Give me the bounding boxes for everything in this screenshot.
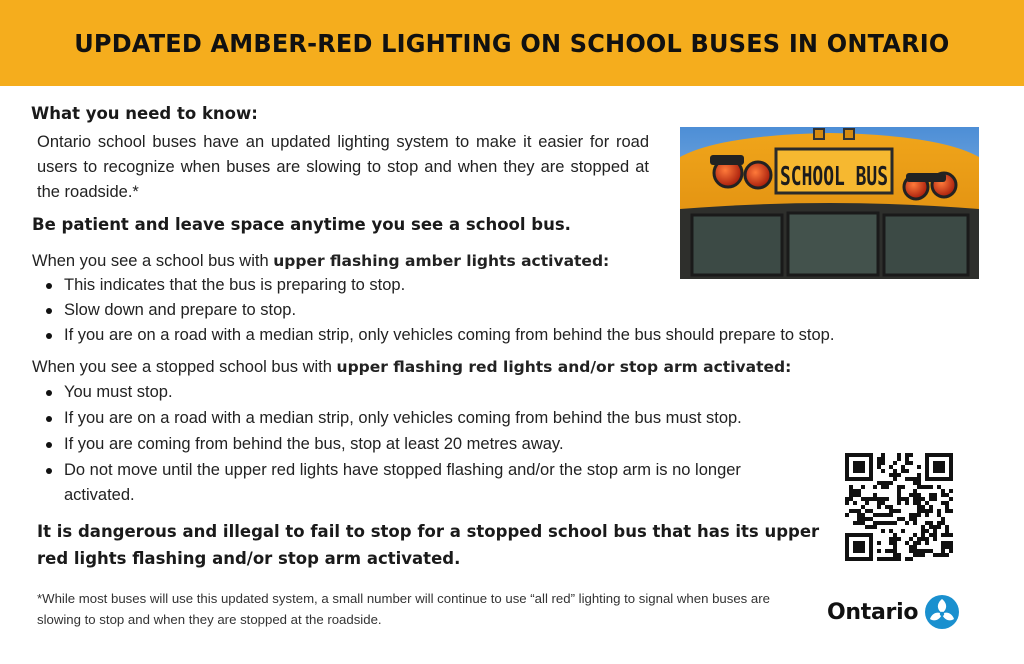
patience-notice: Be patient and leave space anytime you see a school bus. xyxy=(32,215,571,234)
amber-lead-emphasis: upper flashing amber lights activated: xyxy=(273,252,610,270)
logo-text: Ontario xyxy=(827,599,919,625)
list-item: Do not move until the upper red lights have stopped flashing and/or the stop arm is no longer activated. xyxy=(33,458,799,508)
ontario-logo xyxy=(827,594,960,630)
list-item: Slow down and prepare to stop. xyxy=(33,298,1003,323)
list-item: If you are on a road with a median strip, only vehicles coming from behind the bus must stop. xyxy=(33,406,823,431)
red-lead-emphasis: upper flashing red lights and/or stop arm activated: xyxy=(336,358,792,376)
qr-code[interactable] xyxy=(845,453,953,561)
red-lead xyxy=(32,355,932,380)
school-bus-photo xyxy=(680,127,979,279)
amber-lead-text: When you see a school bus with xyxy=(32,252,274,270)
amber-lead xyxy=(32,249,692,274)
footnote: *While most buses will use this updated system, a small number will continue to use “all red” lighting to signal when buses are slowing to stop and when they are stopped at the roadside. xyxy=(37,591,770,627)
amber-list xyxy=(33,273,1003,348)
red-lead-text: When you see a stopped school bus with xyxy=(32,358,337,376)
section-heading: What you need to know: xyxy=(31,104,258,123)
list-item: You must stop. xyxy=(33,380,823,405)
bus-sign-text: SCHOOL BUS xyxy=(780,162,888,192)
list-item: This indicates that the bus is preparing to stop. xyxy=(33,273,1003,298)
title-banner xyxy=(0,0,1024,86)
page-title: UPDATED AMBER-RED LIGHTING ON SCHOOL BUSES IN ONTARIO xyxy=(74,28,950,58)
legal-warning: It is dangerous and illegal to fail to stop for a stopped school bus that has its upper red lights flashing and/or stop arm activated. xyxy=(37,522,820,568)
intro-paragraph: Ontario school buses have an updated lighting system to make it easier for road users to recognize when buses are slowing to stop and when they are stopped at the roadside.* xyxy=(37,133,649,201)
trillium-icon xyxy=(924,594,960,630)
red-list xyxy=(33,380,823,508)
list-item: If you are coming from behind the bus, stop at least 20 metres away. xyxy=(33,432,823,457)
list-item: If you are on a road with a median strip, only vehicles coming from behind the bus should prepare to stop. xyxy=(33,323,1003,348)
